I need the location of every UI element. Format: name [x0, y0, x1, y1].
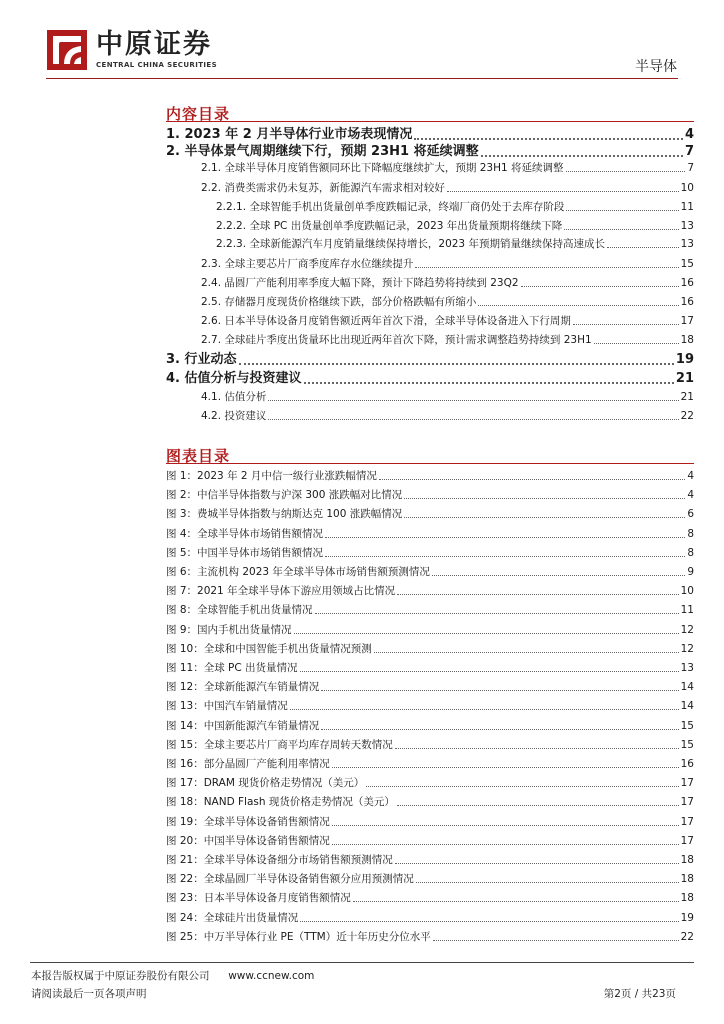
figure-leader [325, 537, 685, 538]
figure-list-link[interactable] [166, 834, 694, 849]
toc-chapter-link[interactable] [166, 143, 694, 161]
figure-label: 图 8：全球智能手机出货量情况 [166, 604, 313, 616]
toc-label: 2.2. 消费类需求仍未复苏，新能源汽车需求相对较好 [201, 182, 445, 194]
toc-page-number: 7 [684, 144, 694, 159]
toc-label: 2.3. 全球主要芯片厂商季度库存水位继续提升 [201, 258, 414, 270]
toc-leader [566, 210, 678, 211]
toc-leader [607, 247, 679, 248]
figure-page-number: 4 [687, 489, 694, 501]
toc-section-link[interactable] [201, 390, 694, 405]
toc-leader [478, 305, 678, 306]
figure-page-number: 15 [680, 720, 694, 732]
toc-page-number: 18 [680, 334, 694, 346]
figure-leader [416, 882, 679, 883]
figure-list-link[interactable] [166, 469, 694, 484]
figure-leader [315, 613, 679, 614]
figure-leader [397, 805, 679, 806]
figure-leader [325, 556, 685, 557]
toc-label: 1. 2023 年 2 月半导体行业市场表现情况 [166, 127, 413, 142]
figure-leader [353, 901, 679, 902]
toc-page-number: 4 [684, 127, 694, 142]
toc-leader [268, 400, 678, 401]
figure-list-link[interactable] [166, 795, 694, 810]
toc-section-link[interactable] [201, 161, 694, 176]
figure-list-link[interactable] [166, 661, 694, 676]
figure-list-link[interactable] [166, 546, 694, 561]
toc-leader [573, 324, 679, 325]
footer-website-link[interactable]: www.ccnew.com [228, 970, 315, 982]
figure-leader [300, 921, 678, 922]
figure-page-number: 15 [680, 739, 694, 751]
company-logo-icon [47, 30, 87, 70]
toc-label: 2.2.3. 全球新能源汽车月度销量继续保持增长，2023 年预期销量继续保持高速成长 [216, 238, 605, 250]
toc-leader [414, 138, 683, 140]
figure-leader [395, 863, 679, 864]
footer-disclaimer: 请阅读最后一页各项声明 [31, 988, 147, 1000]
figure-label: 图 10：全球和中国智能手机出货量情况预测 [166, 643, 372, 655]
figure-label: 图 11：全球 PC 出货量情况 [166, 662, 298, 674]
figure-list-link[interactable] [166, 757, 694, 772]
toc-page-number: 21 [680, 391, 694, 403]
figure-page-number: 13 [680, 662, 694, 674]
toc-page-number: 19 [675, 352, 694, 367]
toc-section-link[interactable] [201, 333, 694, 348]
figure-page-number: 12 [680, 624, 694, 636]
figure-leader [433, 940, 679, 941]
figure-list-link[interactable] [166, 891, 694, 906]
toc-section-link[interactable] [201, 276, 694, 291]
figure-list-link[interactable] [166, 680, 694, 695]
figure-leader [432, 575, 685, 576]
figure-label: 图 9：国内手机出货量情况 [166, 624, 292, 636]
figure-leader [332, 825, 679, 826]
figure-page-number: 18 [680, 873, 694, 885]
figure-label: 图 20：中国半导体设备销售额情况 [166, 835, 330, 847]
figure-leader [404, 498, 685, 499]
figure-page-number: 8 [687, 528, 694, 540]
figures-title-underline [166, 463, 694, 464]
figure-page-number: 6 [687, 508, 694, 520]
figure-page-number: 10 [680, 585, 694, 597]
figure-page-number: 8 [687, 547, 694, 559]
figure-list-link[interactable] [166, 930, 694, 945]
toc-page-number: 15 [680, 258, 694, 270]
figure-label: 图 15：全球主要芯片厂商平均库存周转天数情况 [166, 739, 393, 751]
figure-leader [395, 748, 679, 749]
toc-page-number: 16 [680, 296, 694, 308]
toc-leader [268, 419, 678, 420]
toc-leader [564, 229, 678, 230]
toc-leader [521, 286, 679, 287]
figure-page-number: 16 [680, 758, 694, 770]
figure-page-number: 22 [680, 931, 694, 943]
toc-section-link[interactable] [216, 219, 694, 234]
figure-leader [397, 594, 679, 595]
toc-label: 2.4. 晶圆厂产能利用率季度大幅下降，预计下降趋势将持续到 23Q2 [201, 277, 519, 289]
contents-title-underline [166, 121, 694, 122]
toc-page-number: 16 [680, 277, 694, 289]
toc-page-number: 11 [680, 201, 694, 213]
figure-leader [379, 479, 685, 480]
figure-leader [290, 709, 679, 710]
figure-label: 图 24：全球硅片出货量情况 [166, 912, 299, 924]
sector-label: 半导体 [635, 59, 677, 75]
figure-label: 图 14：中国新能源汽车销量情况 [166, 720, 320, 732]
figure-label: 图 17：DRAM 现货价格走势情况（美元） [166, 777, 365, 789]
toc-page-number: 22 [680, 410, 694, 422]
toc-section-link[interactable] [201, 314, 694, 329]
figure-list-link[interactable] [166, 488, 694, 503]
toc-leader [594, 343, 679, 344]
figure-list-link[interactable] [166, 776, 694, 791]
toc-page-number: 10 [680, 182, 694, 194]
figure-label: 图 23：日本半导体设备月度销售额情况 [166, 892, 351, 904]
toc-label: 3. 行业动态 [166, 352, 237, 367]
toc-chapter-link[interactable] [166, 370, 694, 388]
toc-page-number: 7 [687, 162, 694, 174]
figure-label: 图 4：全球半导体市场销售额情况 [166, 528, 324, 540]
figure-page-number: 19 [680, 912, 694, 924]
toc-page-number: 17 [680, 315, 694, 327]
toc-leader [447, 191, 679, 192]
figure-leader [332, 844, 679, 845]
header-divider [46, 78, 678, 79]
brand-name-cn: 中原证券 [96, 29, 212, 60]
figure-list-link[interactable] [166, 699, 694, 714]
toc-section-link[interactable] [216, 200, 694, 215]
figure-leader [321, 729, 678, 730]
toc-label: 2. 半导体景气周期继续下行，预期 23H1 将延续调整 [166, 144, 479, 159]
figure-label: 图 18：NAND Flash 现货价格走势情况（美元） [166, 796, 395, 808]
figure-label: 图 6：主流机构 2023 年全球半导体市场销售额预测情况 [166, 566, 430, 578]
figure-list-link[interactable] [166, 815, 694, 830]
figure-page-number: 11 [680, 604, 694, 616]
figure-page-number: 18 [680, 892, 694, 904]
figure-label: 图 7：2021 年全球半导体下游应用领域占比情况 [166, 585, 396, 597]
toc-page-number: 13 [680, 220, 694, 232]
figure-list-link[interactable] [166, 911, 694, 926]
figure-page-number: 18 [680, 854, 694, 866]
figure-leader [374, 652, 679, 653]
figure-list-link[interactable] [166, 623, 694, 638]
toc-leader [415, 267, 678, 268]
figure-label: 图 2：中信半导体指数与沪深 300 涨跌幅对比情况 [166, 489, 403, 501]
figure-label: 图 22：全球晶圆厂半导体设备销售额分应用预测情况 [166, 873, 414, 885]
figure-list-link[interactable] [166, 719, 694, 734]
figure-label: 图 16：部分晶圆厂产能利用率情况 [166, 758, 330, 770]
toc-label: 4.2. 投资建议 [201, 410, 267, 422]
toc-label: 2.6. 日本半导体设备月度销售额近两年首次下滑，全球半导体设备进入下行周期 [201, 315, 571, 327]
figure-label: 图 21：全球半导体设备细分市场销售额预测情况 [166, 854, 393, 866]
toc-section-link[interactable] [201, 257, 694, 272]
figure-label: 图 12：全球新能源汽车销量情况 [166, 681, 320, 693]
toc-label: 2.2.2. 全球 PC 出货量创单季度跌幅记录，2023 年出货量预期将继续下降 [216, 220, 563, 232]
toc-page-number: 13 [680, 238, 694, 250]
figure-label: 图 13：中国汽车销量情况 [166, 700, 288, 712]
figure-page-number: 17 [680, 777, 694, 789]
figure-page-number: 14 [680, 681, 694, 693]
figure-label: 图 19：全球半导体设备销售额情况 [166, 816, 330, 828]
brand [96, 30, 217, 69]
figure-list-link[interactable] [166, 527, 694, 542]
footer-copyright: 本报告版权属于中原证券股份有限公司 [31, 970, 210, 982]
figure-leader [332, 767, 679, 768]
figure-leader [300, 671, 679, 672]
figure-page-number: 17 [680, 796, 694, 808]
figure-list-link[interactable] [166, 853, 694, 868]
figure-label: 图 1：2023 年 2 月中信一级行业涨跌幅情况 [166, 470, 377, 482]
toc-leader [304, 382, 674, 384]
footer-page-info: 第2页 / 共23页 [603, 988, 676, 1000]
toc-section-link[interactable] [201, 409, 694, 424]
toc-label: 4.1. 估值分析 [201, 391, 267, 403]
toc-label: 2.1. 全球半导体月度销售额同环比下降幅度继续扩大，预期 23H1 将延续调整 [201, 162, 564, 174]
toc-section-link[interactable] [201, 181, 694, 196]
brand-name-en: CENTRAL CHINA SECURITIES [96, 61, 218, 69]
figure-list-link[interactable] [166, 642, 694, 657]
toc-label: 2.5. 存储器月度现货价格继续下跌，部分价格跌幅有所缩小 [201, 296, 477, 308]
toc-label: 4. 估值分析与投资建议 [166, 371, 302, 386]
toc-label: 2.2.1. 全球智能手机出货量创单季度跌幅记录，终端厂商仍处于去库存阶段 [216, 201, 565, 213]
figure-list-link[interactable] [166, 738, 694, 753]
figure-page-number: 17 [680, 835, 694, 847]
figure-list-link[interactable] [166, 584, 694, 599]
figure-page-number: 9 [687, 566, 694, 578]
toc-leader [566, 171, 686, 172]
toc-chapter-link[interactable] [166, 351, 694, 369]
figure-leader [294, 633, 679, 634]
toc-chapter-link[interactable] [166, 126, 694, 144]
figure-page-number: 14 [680, 700, 694, 712]
figure-page-number: 4 [687, 470, 694, 482]
page-header [0, 0, 724, 84]
figures-title: 图表目录 [166, 447, 231, 465]
toc-leader [481, 155, 683, 157]
contents-title: 内容目录 [166, 105, 231, 123]
figure-leader [321, 690, 678, 691]
figure-leader [366, 786, 678, 787]
toc-leader [239, 363, 674, 365]
toc-page-number: 21 [675, 371, 694, 386]
figure-list-link[interactable] [166, 603, 694, 618]
figure-leader [404, 517, 685, 518]
figure-list-link[interactable] [166, 507, 694, 522]
figure-list-link[interactable] [166, 872, 694, 887]
figure-list-link[interactable] [166, 565, 694, 580]
footer-copyright-line [31, 968, 314, 983]
figure-page-number: 12 [680, 643, 694, 655]
toc-section-link[interactable] [216, 237, 694, 252]
figure-label: 图 25：中万半导体行业 PE（TTM）近十年历史分位水平 [166, 931, 431, 943]
toc-label: 2.7. 全球硅片季度出货量环比出现近两年首次下降，预计需求调整趋势持续到 23H1 [201, 334, 592, 346]
figure-label: 图 3：费城半导体指数与纳斯达克 100 涨跌幅情况 [166, 508, 403, 520]
figure-label: 图 5：中国半导体市场销售额情况 [166, 547, 324, 559]
footer-divider [30, 962, 694, 963]
toc-section-link[interactable] [201, 295, 694, 310]
figure-page-number: 17 [680, 816, 694, 828]
